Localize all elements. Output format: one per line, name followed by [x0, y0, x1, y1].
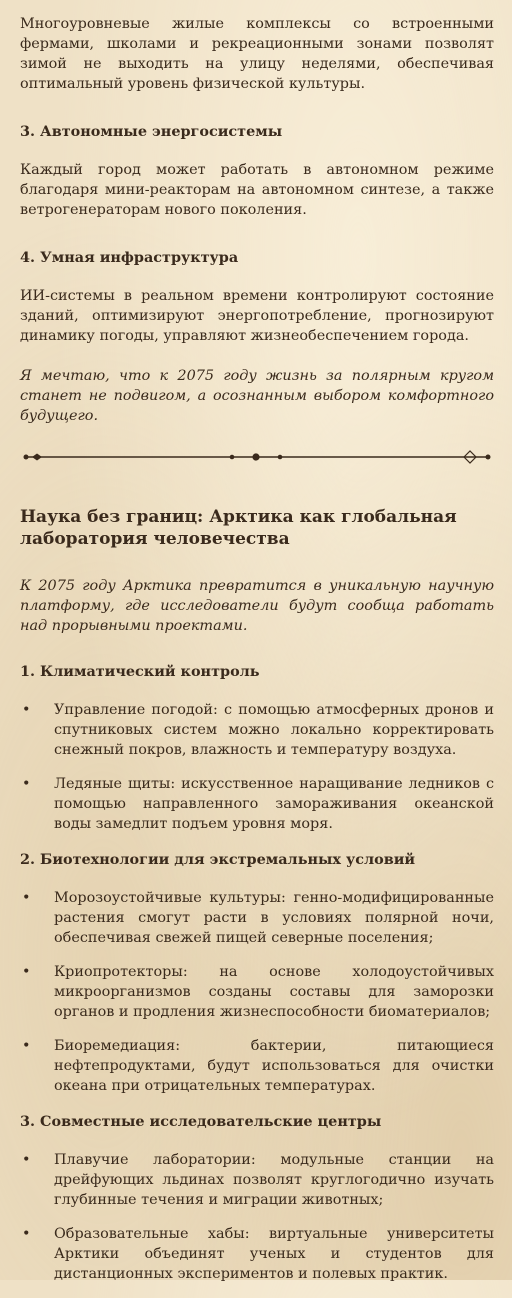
- infrastructure-paragraph: ИИ-системы в реальном времени контролируют состояние зданий, оптимизируют энергопотребление, прогнозируют динамику погоды, управляют жизнеобеспечением города.: [20, 288, 494, 344]
- list-item: • Плавучие лаборатории: модульные станции на дрейфующих льдинах позволят круглогодично изучать глубинные течения и миграции животных;: [22, 1152, 494, 1208]
- intro-paragraph: Многоуровневые жилые комплексы со встроенными фермами, школами и рекреационными зонами позволят зимой не выходить на улицу неделями, обеспечивая оптимальный уровень физической культуры.: [20, 16, 494, 92]
- article: [20, 0, 494, 1298]
- heading-research-centers: 3. Совместные исследовательские центры: [20, 1113, 382, 1130]
- biotech-list: [20, 888, 494, 1096]
- climate-list: [20, 700, 494, 834]
- research-list: [20, 1150, 494, 1284]
- section-title: Наука без границ: Арктика как глобальная лаборатория человечества: [20, 507, 457, 549]
- bullet-icon: •: [22, 964, 31, 980]
- heading-biotech: 2. Биотехнологии для экстремальных условий: [20, 851, 416, 868]
- section-lead: К 2075 году Арктика превратится в уникальную научную платформу, где исследователи будут сообща работать над прорывными проектами.: [20, 578, 494, 634]
- bullet-icon: •: [22, 1152, 31, 1168]
- heading-infrastructure: 4. Умная инфраструктура: [20, 249, 239, 266]
- list-item: • Ледяные щиты: искусственное наращивание ледников с помощью направленного замораживания океанской воды замедлит подъем уровня моря.: [22, 776, 494, 832]
- bullet-icon: •: [22, 776, 31, 792]
- ornamental-divider: [20, 450, 494, 464]
- bullet-icon: •: [22, 702, 31, 718]
- heading-energy: 3. Автономные энергосистемы: [20, 123, 283, 140]
- energy-paragraph: Каждый город может работать в автономном режиме благодаря мини-реакторам на автономном синтезе, а также ветрогенераторам нового поколения.: [20, 162, 494, 218]
- heading-climate-control: 1. Климатический контроль: [20, 663, 260, 680]
- list-item: • Управление погодой: с помощью атмосферных дронов и спутниковых систем можно локально корректировать снежный покров, влажность и температуру воздуха.: [22, 702, 494, 758]
- list-item: • Биоремедиация: бактерии, питающиеся нефтепродуктами, будут использоваться для очистки океана при отрицательных температурах.: [22, 1038, 494, 1094]
- divider-ornament-icon: [20, 450, 494, 464]
- bullet-icon: •: [22, 1038, 31, 1054]
- list-item: • Морозоустойчивые культуры: генно-модифицированные растения смогут расти в условиях полярной ночи, обеспечивая свежей пищей северные поселения;: [22, 890, 494, 946]
- list-item: • Криопротекторы: на основе холодоустойчивых микроорганизмов созданы составы для заморозки органов и продления жизнеспособности биоматериалов;: [22, 964, 494, 1020]
- bullet-icon: •: [22, 1226, 31, 1242]
- list-item: • Образовательные хабы: виртуальные университеты Арктики объединят ученых и студентов для дистанционных экспериментов и полевых практик.: [22, 1226, 494, 1282]
- dream-quote: Я мечтаю, что к 2075 году жизнь за полярным кругом станет не подвигом, а осознанным выбором комфортного будущего.: [20, 368, 494, 424]
- bullet-icon: •: [22, 890, 31, 906]
